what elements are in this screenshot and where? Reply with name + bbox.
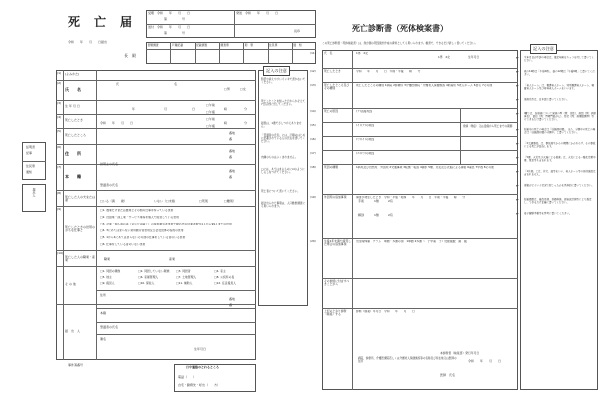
work-item: □3. 企業・個人商店等（官公庁は除く）の常用勤労者世帯で勤め先の従業者数が1人から99人までの世帯 <box>100 222 232 226</box>
left-row-label: (よみかた) <box>65 72 80 76</box>
check-col-label: 附 票 <box>244 43 254 47</box>
time-min: 分 <box>244 107 248 111</box>
left-note: 「筆頭者の氏名」には、戸籍のはじめに記載されている人の氏名を書いてください。 <box>261 134 306 144</box>
cert-row-label: 外因死の追加事項 <box>324 195 347 199</box>
sex-female: □女 <box>240 87 246 91</box>
cert-row-num: (18) <box>310 165 316 169</box>
left-row-num: (10) <box>57 251 64 255</box>
cert-note-arrow: ← <box>516 141 520 147</box>
left-row-label: 死亡した人の職業・産業 <box>65 255 96 262</box>
cert-row-num: (17) <box>310 151 316 155</box>
spouse-divorced: □離別） <box>224 199 236 203</box>
cert-row-extra: 死亡したところの種別 1病院 2診療所 3介護医療院・介護老人保健施設 4助産所 5老人ホーム 6自宅 7その他 <box>356 84 493 87</box>
cert-side-note: 「2交通事故」は、事故発生からの期間にかかわらず、その事故による死亡が該当します。 <box>524 142 596 149</box>
death-am: □午前 <box>206 117 215 121</box>
name-col-given: 名 <box>174 82 178 86</box>
cert-note-arrow: ← <box>516 169 520 175</box>
cert-side-note: I欄では、各傷病について発病の型（例：急性）、病因（例：病原体名）、部位（例：胃噴門部がん）、性状（例：病理組織型）等もできるだけ書いてください。 <box>524 112 596 122</box>
left-row-line <box>56 190 256 191</box>
cert-col-divider <box>460 108 461 164</box>
cert-row-extra: 令和 年 月 日 午前・午後 時 分 <box>356 70 421 73</box>
notifier-field: 署名 <box>100 337 107 341</box>
left-note: □には、あてはまるものに☑のようにしるしをつけてください。 <box>261 168 305 175</box>
autopsy-yes: 2有 <box>388 213 393 217</box>
cert-row-num: (12) <box>310 69 316 73</box>
spouse-no: いない（□未婚 <box>154 199 175 203</box>
left-row-label: 生 年 月 日 <box>65 104 80 108</box>
notifier-line <box>96 334 256 335</box>
notifier-option: □9. 後見人 <box>100 281 115 285</box>
cert-side-note: 妊娠週数は、最終月経、基礎体温、超音波計測等により推定し、できるだけ正確に書いてください。 <box>524 198 592 205</box>
left-row-label: そ の 他 <box>65 282 76 286</box>
left-row-line <box>56 100 256 101</box>
check-col-label: 記載調査 <box>196 43 208 47</box>
head-label: 筆頭者の氏名 <box>100 183 119 187</box>
cert-note-arrow: ← <box>516 183 520 189</box>
receipt-sent: 送付 令和 年 月 日 <box>148 25 191 29</box>
notifier-option: □4. 家主 <box>214 269 226 273</box>
receipt-no2: 第 号 <box>164 31 186 35</box>
left-row-line <box>56 266 256 267</box>
cert-row-extra: 1男 2女 <box>356 52 368 55</box>
left-note: 届け出られた事項は、人口動態調査にも用いられます。 <box>261 202 306 209</box>
side-label-5: 届出人 <box>32 188 36 197</box>
birth-month: 月 <box>164 107 168 111</box>
notifier-option: □12. 任意後見人 <box>214 281 236 285</box>
cert-note-arrow: ← <box>516 127 520 133</box>
cert-row-line <box>322 238 518 239</box>
cert-row-line <box>322 150 518 151</box>
cert-note-arrow: ← <box>516 155 520 161</box>
death-min: 分 <box>244 121 248 125</box>
cert-signature: 医師 氏名 <box>440 373 456 377</box>
cert-note-arrow: ← <box>516 97 520 102</box>
cert-note-arrow: ← <box>516 69 520 74</box>
left-note: 死亡者について書いてください。 <box>261 190 300 193</box>
notifier-field: 生年月日 <box>194 347 207 351</box>
spouse-widowed: □死別 <box>199 199 208 203</box>
honseki-ban: 番 <box>229 175 233 179</box>
notifier-field: 番地 <box>229 297 236 301</box>
left-row-num: (1) <box>57 71 62 75</box>
cert-row-num: (16) <box>310 137 316 141</box>
left-row-line <box>56 206 256 207</box>
notifier-option: □6. 家屋管理人 <box>138 275 159 279</box>
cert-side-note: 「5煙、火災及び火焔による傷害」は、火災による一酸化炭素中毒、窒息等も含まれます。 <box>524 156 596 163</box>
notifier-field: 本籍 <box>100 311 107 315</box>
notifier-field: 住所 <box>100 293 107 297</box>
death-registration-form <box>54 8 309 392</box>
contact-phone: 電話（ ） <box>178 375 197 379</box>
cert-row-num: (13) <box>310 83 316 87</box>
notifier-option: □7. 土地管理人 <box>176 275 197 279</box>
cert-row-line <box>322 68 518 69</box>
cert-side-note: 「1住居」とは、住宅、庭等をいい、老人ホーム等の居住施設は含まれません。 <box>524 170 596 177</box>
notifier-option: □5. 地主 <box>100 275 112 279</box>
contact-opts: 自宅・勤務先・呼出（ 方） <box>178 383 221 387</box>
notifier-field: 番 <box>229 303 233 307</box>
cert-row-line <box>322 308 518 309</box>
left-note: 鉛筆や消えやすいインキで書かないでください。 <box>261 78 306 85</box>
left-row-line <box>56 164 256 165</box>
cert-issue-date: 令和 年 月 日 <box>468 359 502 363</box>
left-row-label: 死亡したところ <box>65 133 87 137</box>
left-row-num: (2) <box>57 81 62 85</box>
right-notes-head: 記入の注意 <box>530 44 557 54</box>
left-row-num: (8) <box>57 191 62 195</box>
filing-date: 令和 年 月 日届出 <box>68 40 108 44</box>
cert-row-label: 生後1年未満で病死した場合の追加事項 <box>324 239 351 247</box>
left-row-line <box>56 128 256 129</box>
cert-row-line <box>322 82 518 83</box>
contact-title: 日中連絡のとれるところ <box>186 365 220 369</box>
left-row-num: (9) <box>57 207 62 211</box>
cert-row-line <box>322 108 518 109</box>
work-item: □6. 仕事をしている者のいない世帯 <box>100 243 146 246</box>
left-row-label: 住 所 <box>65 151 81 156</box>
work-item: □4. 3にあてはまらない常用勤労者世帯及び会社団体の役員の世帯 <box>100 229 184 233</box>
cert-row-line <box>322 278 518 279</box>
time-pm: □午後 <box>206 110 215 114</box>
surgery-no: 1無 <box>374 199 379 203</box>
name-col-family: 氏 <box>116 82 120 86</box>
cert-row-label: 死亡したところ及びその種別 <box>324 83 350 91</box>
left-row-label: 本 籍 <box>65 174 81 179</box>
industry-label: 産業 <box>169 257 176 261</box>
cert-row-num: (19) <box>310 195 316 199</box>
left-row-num: (3) <box>57 101 62 105</box>
notifier-option: □1. 同居の親族 <box>100 269 121 273</box>
cert-row-num: (15) <box>310 123 316 127</box>
cert-side-note: 妊娠中の死亡の場合は「妊娠満何週」、また、分娩中の死亡の場合は「妊娠満何週の分娩中」と書いてください。 <box>524 128 596 135</box>
autopsy-no: 1無 <box>374 213 379 217</box>
check-col-line <box>146 49 316 50</box>
work-item: □5. 1から4にあてはまらないその他の仕事をしている者のいる世帯 <box>100 236 186 239</box>
cert-row-line <box>322 164 518 165</box>
cert-row-extra: 傷害が発生したとき 令和・平成・昭和 年 月 日 午前・午後 時 分 <box>356 196 466 199</box>
death-certificate-form <box>310 8 600 392</box>
cert-row-label: 氏 名 <box>324 51 333 55</box>
cert-side-note: 傷害がどういう状況で起こったかを具体的に書いてください。 <box>524 184 594 188</box>
cert-row-extra: (ウ)(イ)の原因 <box>356 138 375 141</box>
notifier-option: □8. 公設所の長 <box>214 275 235 279</box>
death-hour: 時 <box>224 121 228 125</box>
addr-ban: 番 <box>229 155 233 159</box>
cert-row-extra: (ア)直接死因 <box>356 110 373 113</box>
left-row-line <box>56 144 256 145</box>
left-row-label: 死亡した人の夫または妻 <box>65 195 96 202</box>
left-note: 内縁のものはふくまれません。 <box>261 156 298 159</box>
cert-row-extra-sex: 1男 2女 <box>438 55 450 59</box>
cert-row-label: 死亡したとき <box>324 69 341 73</box>
cert-note-arrow: ← <box>516 83 520 88</box>
cert-row-label: その他特に付言すべきことがら <box>324 279 350 287</box>
birth-year: 年 <box>132 107 136 111</box>
receipt-no: 第 号 <box>164 17 186 21</box>
cert-side-note: 傷病名等は、日本語で書いてください。 <box>524 98 570 101</box>
notifier-divider <box>96 290 256 291</box>
check-col-label: 戸籍記載 <box>171 43 183 47</box>
check-col-label: 住民票 <box>269 43 278 47</box>
birth-day: 日 <box>192 107 196 111</box>
cert-side-note: 「老人ホーム」は、養護老人ホーム、特別養護老人ホーム、軽費老人ホーム及び有料老人ホームをいいます。 <box>524 84 595 91</box>
death-date: 令和 年 月 日 <box>100 121 134 125</box>
left-row-line <box>56 304 256 305</box>
cert-side-note: 母子健康手帳等を参考に書いてください。 <box>524 212 572 216</box>
left-note: 届書は、1通でさしつかえありません。 <box>261 122 302 129</box>
left-row-num: (7) <box>57 165 62 169</box>
check-col-label: 調査票 <box>220 43 229 47</box>
check-col-label: 書類調査 <box>147 43 159 47</box>
cert-intro: この死亡診断書（死体検案書）は、我が国の死因統計作成の資料としても用いられます。楷書で、できるだけ詳しく書いてください。 <box>322 42 478 45</box>
receipt-accepted: 受理 令和 年 月 日 <box>148 11 191 15</box>
cert-row-label: 死因の種類 <box>324 165 338 169</box>
notifier-line <box>96 308 256 309</box>
cert-row-num: (14) <box>310 109 316 113</box>
cert-side-note: 生年月日が不詳の場合は、推定年齢をカッコを付して書いてください。 <box>524 56 594 63</box>
cert-row-line <box>322 194 518 195</box>
job-label: 職業 <box>104 257 111 261</box>
left-notes-head: 記入の注意 <box>263 66 290 76</box>
side-label-3: 住民票 <box>26 164 36 168</box>
left-row-label: 氏 名 <box>65 87 81 92</box>
cert-note-arrow: ← <box>516 111 520 116</box>
notifier-field: 筆頭者の氏名 <box>100 325 119 329</box>
cert-issue-label: 本診断書（検案書）発行年月日 <box>440 351 480 355</box>
honseki-banchi: 番地 <box>229 169 236 173</box>
side-label-2: 記事 <box>26 151 33 155</box>
cert-row-line <box>322 122 518 123</box>
notifier-option: □3. 同居者 <box>176 269 191 273</box>
left-row-label: 死亡したとき <box>65 118 84 122</box>
cert-col-surgery: 手術 <box>358 199 365 203</box>
left-row-line <box>56 250 256 251</box>
notifier-option: □11. 補助人 <box>176 281 193 285</box>
time-hour: 時 <box>224 107 228 111</box>
cert-row-extra: (エ)(ウ)の原因 <box>356 152 375 155</box>
left-row-num: (5) <box>57 129 62 133</box>
cert-note-arrow: ← <box>516 197 520 203</box>
cert-row-num: (20) <box>310 239 316 243</box>
addr-banchi: 番地 <box>229 149 236 153</box>
notifier-option: □2. 同居していない親族 <box>138 269 170 273</box>
surgery-yes: 2有 <box>388 199 393 203</box>
cert-row-label: 上記のとおり診断（検案）する <box>324 309 347 317</box>
place-banchi: 番地 <box>229 131 236 135</box>
side-label-4: 通知 <box>26 170 33 174</box>
cert-hospital: 病院、診療所、介護医療院若しくは介護老人保健施設等の名称及び所在地又は医師の住所 <box>358 357 457 363</box>
cert-note-arrow: ← <box>516 55 520 60</box>
event-no: 事件簿番号 <box>68 363 84 367</box>
check-col-label: 通 知 <box>293 43 302 47</box>
form-title: 死 亡 届 <box>68 15 134 29</box>
cert-row-extra: 診断（検案）年月日 令和 年 月 日 <box>356 310 415 313</box>
cert-row-sub-birth: 生年月日 <box>468 55 480 59</box>
cert-row-label: 死亡の原因 <box>324 109 338 113</box>
cert-col-period: 発病（発症）又は受傷から死亡までの期間 <box>463 125 513 128</box>
death-pm: □午後 <box>206 124 215 128</box>
cert-row-extra: 出生時体重 グラム 単胎・多胎の別 1単胎 2多胎（ 子中第 子）妊娠週数 満 週 <box>356 240 467 243</box>
cert-row-line <box>322 136 518 137</box>
cert-side-note: 夜の12時は「午前0時」、昼の12時は「午後0時」と書いてください。 <box>524 70 595 77</box>
left-note: 死亡したことを知った日からかぞえて7日以内に出してください。 <box>261 100 306 107</box>
left-row-label: 届 出 人 <box>65 329 81 333</box>
cert-col-autopsy: 解剖 <box>358 213 365 217</box>
householder-label: 世帯主の氏名 <box>100 162 119 166</box>
sex-male: □男 <box>224 87 230 91</box>
notifier-line <box>96 322 256 323</box>
work-item: □2. 自由業・商工業・サービス業等を個人で経営している世帯 <box>100 215 179 219</box>
left-row-num: (4) <box>57 115 62 119</box>
cert-note-arrow: ← <box>516 211 520 217</box>
side-label-1: 証明書 <box>26 145 36 149</box>
addressee: 長 殿 <box>124 53 136 58</box>
notifier-option: □10. 保佐人 <box>138 281 155 285</box>
place-ban: 番 <box>229 137 233 141</box>
left-row-line <box>56 80 256 81</box>
time-am: □午前 <box>206 103 215 107</box>
work-item: □1. 農業だけまたは農業とその他の仕事を持っている世帯 <box>100 209 174 212</box>
left-row-line <box>56 114 256 115</box>
receipt-dispatch: 発送 令和 年 月 日 <box>236 11 279 15</box>
left-row-label: 死亡したときの世帯のおもな仕事と <box>65 225 96 232</box>
spouse-yes: □いる（満 歳） <box>100 199 127 203</box>
left-row-num: (6) <box>57 145 62 149</box>
cert-row-num: (11) <box>310 51 316 55</box>
receipt-chief: 長印 <box>294 29 301 33</box>
cert-row-extra: 1病死及び自然死 外因死 2交通事故 3転倒・転落 4溺水 5煙、火災及び火焔による傷害 6窒息 7中毒 8その他 <box>356 166 494 169</box>
cert-row-extra: (イ)(ア)の原因 <box>356 124 375 127</box>
cert-title: 死亡診断書（死体検案書） <box>352 23 448 33</box>
